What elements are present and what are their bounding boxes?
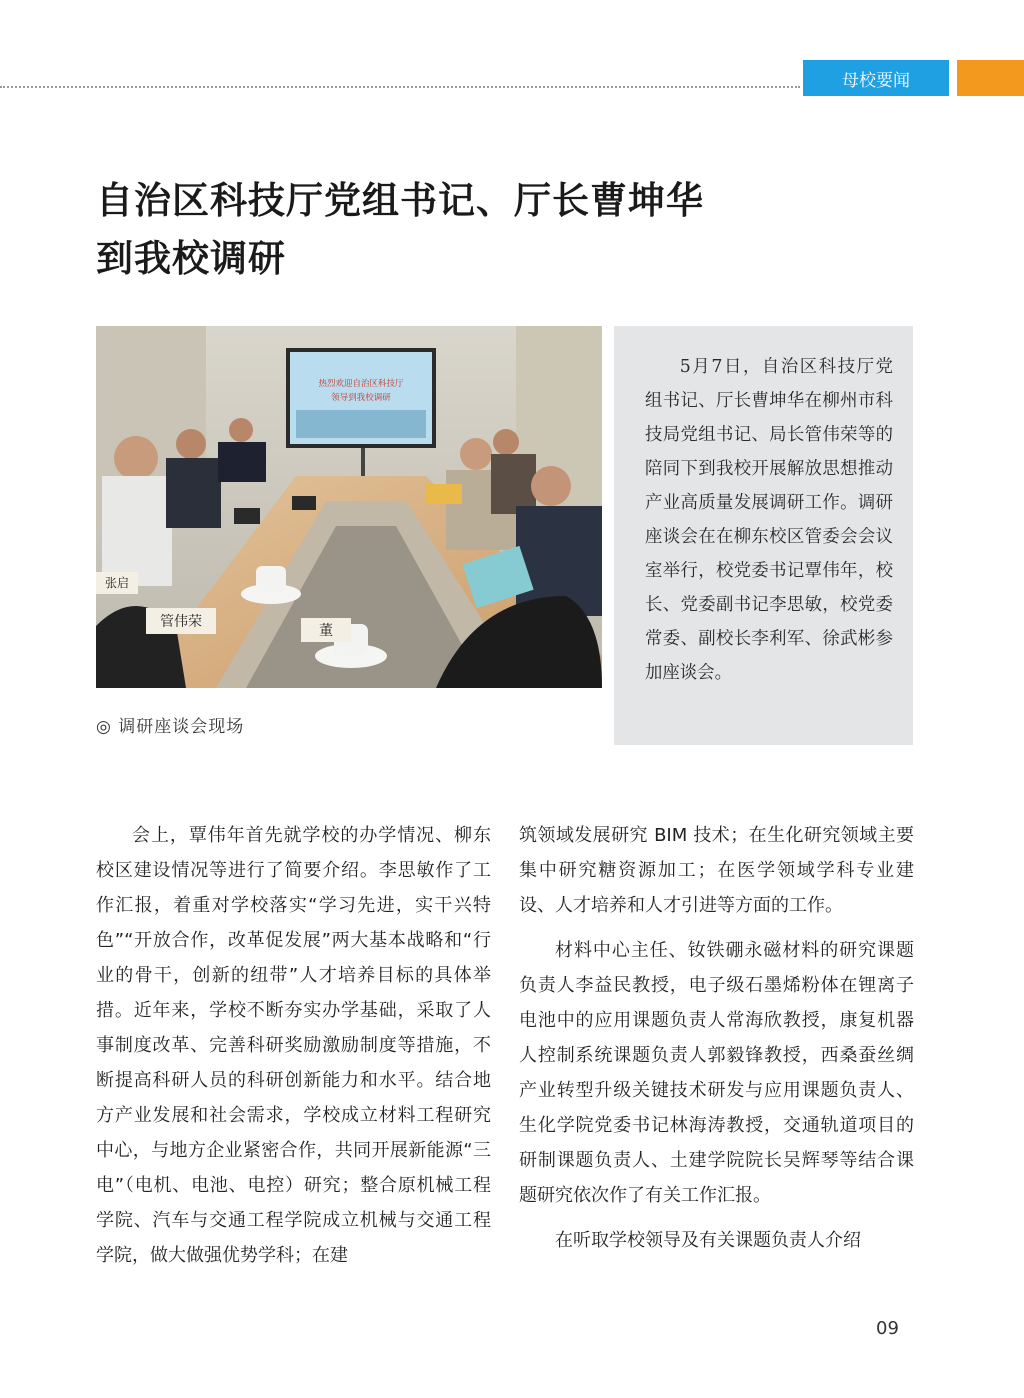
nameplate-2: 董 bbox=[319, 623, 333, 639]
section-tag: 母校要闻 bbox=[803, 60, 949, 96]
screen-banner-line2: 领导到我校调研 bbox=[331, 393, 391, 403]
body-column-right bbox=[519, 818, 914, 1258]
section-tag-accent bbox=[957, 60, 1024, 96]
body-paragraph-1: 会上，覃伟年首先就学校的办学情况、柳东校区建设情况等进行了简要介绍。李思敏作了工作汇报，着重对学校落实“学习先进，实干兴特色”“开放合作，改革促发展”两大基本战略和“行业的骨干，创新的纽带”人才培养目标的具体举措。近年来，学校不断夯实办学基础，采取了人事制度改革、完善科研奖励激励制度等措施，不断提高科研人员的科研创新能力和水平。结合地方产业发展和社会需求，学校成立材料工程研究中心，与地方企业紧密合作，共同开展新能源“三电”（电机、电池、电控）研究；整合原机械工程学院、汽车与交通工程学院成立机械与交通工程学院，做大做强优势学科；在建 bbox=[96, 825, 491, 1266]
photo-caption: ◎ 调研座谈会现场 bbox=[96, 717, 245, 737]
header-dotted-rule bbox=[0, 86, 800, 88]
nameplate-3: 张启 bbox=[104, 576, 130, 590]
lead-text: 5月7日，自治区科技厅党组书记、厅长曹坤华在柳州市科技局党组书记、局长管伟荣等的陪同下到我校开展解放思想推动产业高质量发展调研工作。调研座谈会在在柳东校区管委会会议室举行，校党委书记覃伟年，校长、党委副书记李思敏，校党委常委、副校长李利军、徐武彬参加座谈会。 bbox=[645, 357, 893, 683]
article-title-line2: 到我校调研 bbox=[96, 237, 286, 280]
nameplate-1: 管伟荣 bbox=[160, 614, 202, 630]
body-paragraph-1-continued: 筑领域发展研究 BIM 技术；在生化研究领域主要集中研究糖资源加工；在医学领域学科专业建设、人才培养和人才引进等方面的工作。 bbox=[519, 825, 914, 916]
screen-banner-line1: 热烈欢迎自治区科技厅 bbox=[318, 379, 404, 389]
page-number: 09 bbox=[876, 1318, 899, 1339]
meeting-photo-image bbox=[96, 326, 602, 688]
body-paragraph-2: 材料中心主任、钕铁硼永磁材料的研究课题负责人李益民教授，电子级石墨烯粉体在锂离子电池中的应用课题负责人常海欣教授，康复机器人控制系统课题负责人郭毅锋教授，西桑蚕丝绸产业转型升级关键技术研发与应用课题负责人、生化学院党委书记林海涛教授，交通轨道项目的研制课题负责人、土建学院院长吴辉琴等结合课题研究依次作了有关工作汇报。 bbox=[519, 940, 914, 1206]
meeting-photo bbox=[96, 326, 602, 688]
lead-box bbox=[614, 326, 913, 745]
article-title bbox=[96, 172, 856, 288]
body-column-left bbox=[96, 818, 491, 1273]
article-title-line1: 自治区科技厅党组书记、厅长曹坤华 bbox=[96, 179, 704, 222]
body-paragraph-3: 在听取学校领导及有关课题负责人介绍 bbox=[555, 1230, 861, 1251]
